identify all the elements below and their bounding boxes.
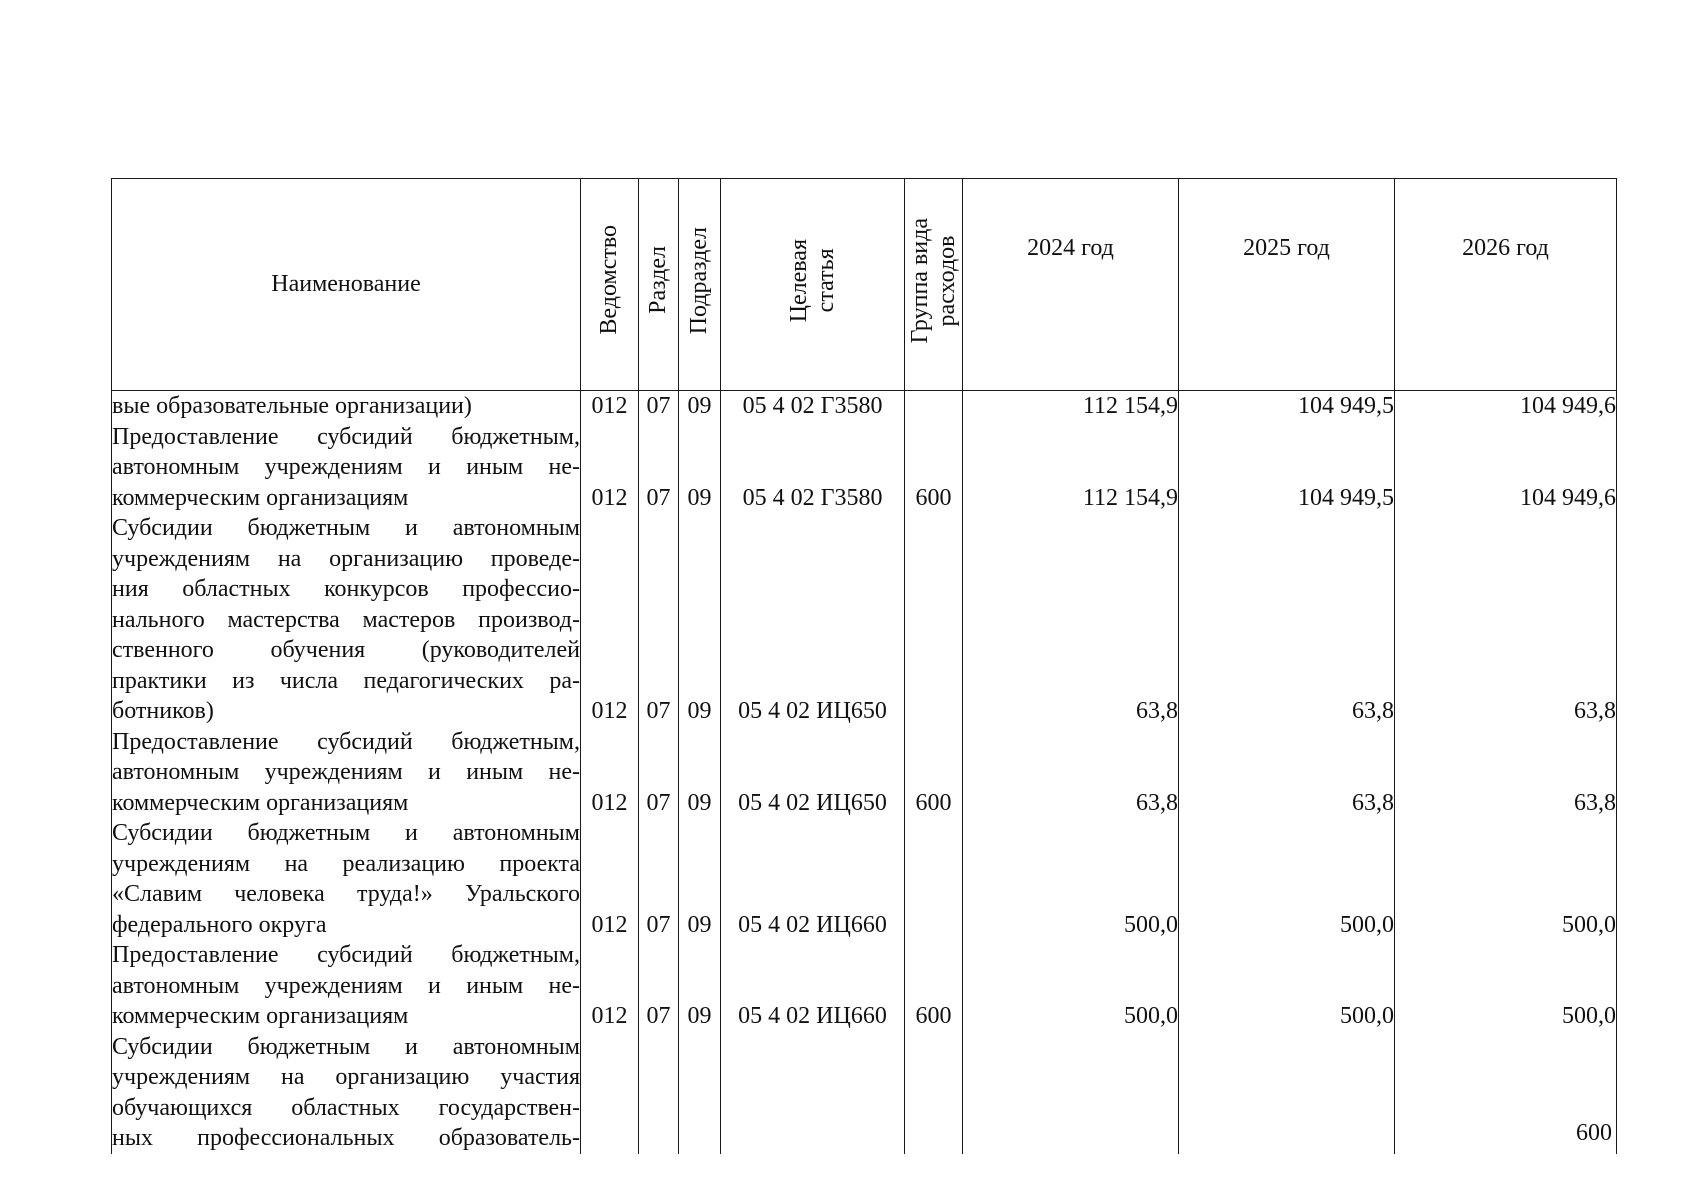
razdel-cell	[639, 1032, 679, 1154]
header-celevaya-line2: статья	[812, 248, 839, 313]
row-name-line: Предоставление субсидий бюджетным,	[112, 728, 580, 755]
header-razdel-label: Раздел	[645, 246, 671, 315]
vedomstvo-cell	[581, 1032, 639, 1154]
podrazdel-cell: 09	[679, 727, 721, 819]
celevaya-statya-cell	[721, 1032, 905, 1154]
podrazdel-cell: 09	[679, 422, 721, 514]
amount-2026-cell: 63,8	[1395, 513, 1617, 727]
row-name-line: нального мастерства мастеров производ-	[112, 606, 580, 633]
row-name-line: автономным учреждениям и иным не-	[112, 454, 580, 480]
row-name-cell	[112, 818, 581, 940]
row-name-line: автономным учреждениям и иным не-	[112, 759, 580, 785]
amount-2024-cell: 63,8	[963, 727, 1179, 819]
gruppa-cell	[905, 391, 963, 422]
razdel-cell: 07	[639, 422, 679, 514]
vedomstvo-cell: 012	[581, 513, 639, 727]
vedomstvo-cell: 012	[581, 818, 639, 940]
row-name-cell	[112, 513, 581, 727]
celevaya-statya-cell: 05 4 02 Г3580	[721, 391, 905, 422]
table-row	[112, 727, 1617, 819]
header-razdel	[639, 179, 679, 391]
row-name-line: коммерческим организациям	[112, 789, 409, 816]
row-name-line: коммерческим организациям	[112, 1003, 409, 1029]
budget-table	[111, 178, 1617, 1154]
header-name-label: Наименование	[271, 271, 421, 298]
amount-2025-cell: 104 949,5	[1179, 391, 1395, 422]
amount-2025-cell: 63,8	[1179, 513, 1395, 727]
vedomstvo-cell: 012	[581, 727, 639, 819]
table-row	[112, 1032, 1617, 1154]
podrazdel-cell: 09	[679, 818, 721, 940]
row-name-cell	[112, 391, 581, 422]
podrazdel-cell: 09	[679, 940, 721, 1032]
header-vedomstvo-label: Ведомство	[596, 225, 622, 336]
header-year-2025	[1179, 179, 1395, 391]
header-name	[112, 179, 581, 391]
row-name-line: обучающихся областных государствен-	[112, 1094, 580, 1121]
gruppa-cell	[905, 1032, 963, 1154]
row-name-line: Субсидии бюджетным и автономным	[112, 820, 580, 846]
podrazdel-cell: 09	[679, 391, 721, 422]
row-name-line: вые образовательные организации)	[112, 393, 472, 419]
amount-2024-cell: 112 154,9	[963, 422, 1179, 514]
row-name-line: Субсидии бюджетным и автономным	[112, 1033, 580, 1060]
header-gruppa-line1: Группа вида	[906, 217, 933, 343]
row-name-line: коммерческим организациям	[112, 484, 409, 511]
row-name-line: федерального округа	[112, 911, 327, 938]
celevaya-statya-cell: 05 4 02 ИЦ650	[721, 727, 905, 819]
table-row	[112, 422, 1617, 514]
row-name-cell	[112, 727, 581, 819]
page-number: 600	[1576, 1120, 1612, 1146]
header-year-2026	[1395, 179, 1617, 391]
podrazdel-cell	[679, 1032, 721, 1154]
header-year-2025-label: 2025 год	[1243, 235, 1330, 261]
row-name-cell	[112, 422, 581, 514]
row-name-line: учреждениям на реализацию проекта	[112, 850, 580, 877]
header-year-2026-label: 2026 год	[1462, 235, 1549, 261]
vedomstvo-cell: 012	[581, 940, 639, 1032]
amount-2025-cell: 500,0	[1179, 940, 1395, 1032]
row-name-line: учреждениям на организацию участия	[112, 1064, 580, 1090]
table-row	[112, 513, 1617, 727]
celevaya-statya-cell: 05 4 02 Г3580	[721, 422, 905, 514]
amount-2026-cell: 500,0	[1395, 940, 1617, 1032]
razdel-cell: 07	[639, 818, 679, 940]
header-celevaya-label	[786, 239, 840, 322]
row-name-line: практики из числа педагогических ра-	[112, 667, 580, 694]
table-body	[112, 391, 1617, 1154]
header-gruppa-vida-rashodov	[905, 179, 963, 391]
row-name-line: ботников)	[112, 698, 214, 724]
header-gruppa-label	[907, 218, 961, 343]
amount-2026-cell: 63,8	[1395, 727, 1617, 819]
header-year-2024	[963, 179, 1179, 391]
amount-2025-cell: 500,0	[1179, 818, 1395, 940]
gruppa-cell: 600	[905, 422, 963, 514]
amount-2026-cell: 104 949,6	[1395, 422, 1617, 514]
table-row	[112, 818, 1617, 940]
gruppa-cell: 600	[905, 727, 963, 819]
podrazdel-cell: 09	[679, 513, 721, 727]
amount-2026-cell: 500,0	[1395, 818, 1617, 940]
amount-2024-cell	[963, 1032, 1179, 1154]
table-row	[112, 940, 1617, 1032]
celevaya-statya-cell: 05 4 02 ИЦ650	[721, 513, 905, 727]
row-name-cell	[112, 940, 581, 1032]
amount-2025-cell: 63,8	[1179, 727, 1395, 819]
amount-2026-cell: 104 949,6	[1395, 391, 1617, 422]
header-vedomstvo	[581, 179, 639, 391]
header-gruppa-line2: расходов	[933, 234, 960, 326]
header-podrazdel-label: Подраздел	[686, 226, 712, 334]
razdel-cell: 07	[639, 727, 679, 819]
row-name-line: ния областных конкурсов профессио-	[112, 576, 580, 602]
gruppa-cell	[905, 818, 963, 940]
gruppa-cell: 600	[905, 940, 963, 1032]
row-name-line: «Славим человека труда!» Уральского	[112, 881, 580, 907]
razdel-cell: 07	[639, 940, 679, 1032]
header-celevaya-statya	[721, 179, 905, 391]
row-name-line: ных профессиональных образователь-	[112, 1125, 580, 1151]
vedomstvo-cell: 012	[581, 391, 639, 422]
header-celevaya-line1: Целевая	[785, 238, 812, 322]
header-year-2024-label: 2024 год	[1027, 235, 1114, 261]
row-name-line: учреждениям на организацию проведе-	[112, 545, 580, 572]
header-podrazdel	[679, 179, 721, 391]
razdel-cell: 07	[639, 513, 679, 727]
amount-2024-cell: 112 154,9	[963, 391, 1179, 422]
row-name-line: автономным учреждениям и иным не-	[112, 972, 580, 999]
razdel-cell: 07	[639, 391, 679, 422]
row-name-line: ственного обучения (руководителей	[112, 637, 580, 663]
celevaya-statya-cell: 05 4 02 ИЦ660	[721, 940, 905, 1032]
row-name-cell	[112, 1032, 581, 1154]
table-header-row	[112, 179, 1617, 391]
vedomstvo-cell: 012	[581, 422, 639, 514]
row-name-line: Субсидии бюджетным и автономным	[112, 515, 580, 541]
gruppa-cell	[905, 513, 963, 727]
amount-2024-cell: 500,0	[963, 940, 1179, 1032]
table-row	[112, 391, 1617, 422]
row-name-line: Предоставление субсидий бюджетным,	[112, 423, 580, 450]
amount-2024-cell: 63,8	[963, 513, 1179, 727]
amount-2025-cell: 104 949,5	[1179, 422, 1395, 514]
row-name-line: Предоставление субсидий бюджетным,	[112, 942, 580, 968]
celevaya-statya-cell: 05 4 02 ИЦ660	[721, 818, 905, 940]
amount-2024-cell: 500,0	[963, 818, 1179, 940]
amount-2025-cell	[1179, 1032, 1395, 1154]
